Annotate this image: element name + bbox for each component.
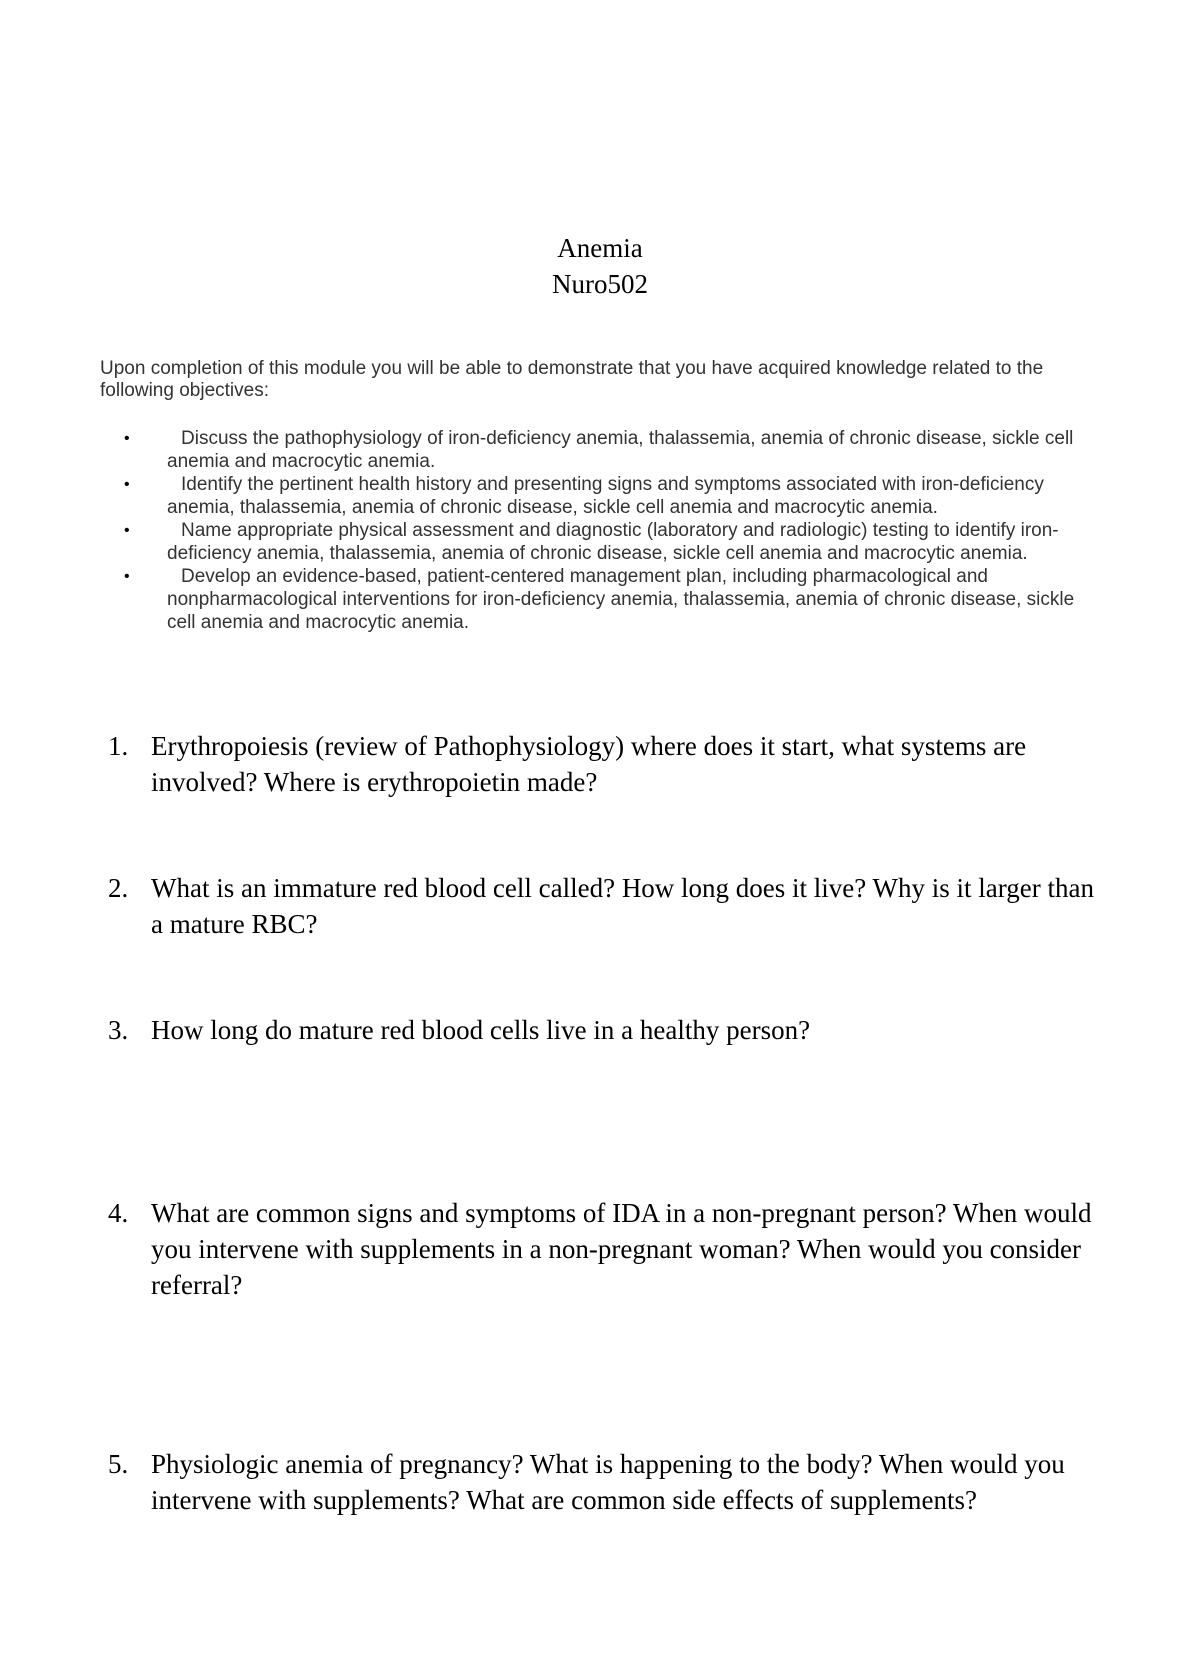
objective-item bbox=[0, 565, 1100, 634]
objective-text: Identify the pertinent health history and presenting signs and symptoms associated with iron-deficiency anemia, thalassemia, anemia of chronic disease, sickle cell anemia and macrocytic anemia. bbox=[167, 474, 1044, 518]
bullet-icon: • bbox=[124, 430, 130, 447]
objective-item bbox=[0, 427, 1100, 473]
bullet-icon: • bbox=[124, 522, 130, 539]
question-number: 1. bbox=[108, 731, 129, 761]
document-title: Anemia bbox=[557, 233, 643, 263]
question-text: How long do mature red blood cells live in a healthy person? bbox=[151, 1015, 811, 1045]
question-text: Physiologic anemia of pregnancy? What is happening to the body? When would you intervene with supplements? What are common side effects of supplements? bbox=[151, 1449, 1065, 1515]
question-number: 2. bbox=[108, 873, 129, 903]
question-number: 4. bbox=[108, 1198, 129, 1228]
objective-item bbox=[0, 473, 1100, 519]
question-number: 5. bbox=[108, 1449, 129, 1479]
objective-text: Discuss the pathophysiology of iron-deficiency anemia, thalassemia, anemia of chronic disease, sickle cell anemia and macrocytic anemia. bbox=[167, 428, 1074, 472]
objective-text: Name appropriate physical assessment and diagnostic (laboratory and radiologic) testing to identify iron-deficiency anemia, thalassemia, anemia of chronic disease, sickle cell anemia and macrocytic anemia. bbox=[167, 520, 1059, 564]
objectives-intro: Upon completion of this module you will be able to demonstrate that you have acquired knowledge related to the following objectives: bbox=[100, 358, 1044, 401]
objective-item bbox=[0, 519, 1100, 565]
bullet-icon: • bbox=[124, 476, 130, 493]
question-number: 3. bbox=[108, 1015, 129, 1045]
course-code: Nuro502 bbox=[552, 269, 648, 299]
bullet-icon: • bbox=[124, 568, 130, 585]
question-text: What is an immature red blood cell called? How long does it live? Why is it larger than a mature RBC? bbox=[151, 873, 1094, 939]
objectives-list bbox=[0, 427, 1200, 634]
objective-text: Develop an evidence-based, patient-centered management plan, including pharmacological and nonpharmacological interventions for iron-deficiency anemia, thalassemia, anemia of chronic disease, sickle cell anemia and macrocytic anemia. bbox=[167, 566, 1075, 633]
question-text: What are common signs and symptoms of IDA in a non-pregnant person? When would you intervene with supplements in a non-pregnant woman? When would you consider referral? bbox=[151, 1198, 1092, 1300]
question-text: Erythropoiesis (review of Pathophysiology) where does it start, what systems are involved? Where is erythropoietin made? bbox=[151, 731, 1027, 797]
